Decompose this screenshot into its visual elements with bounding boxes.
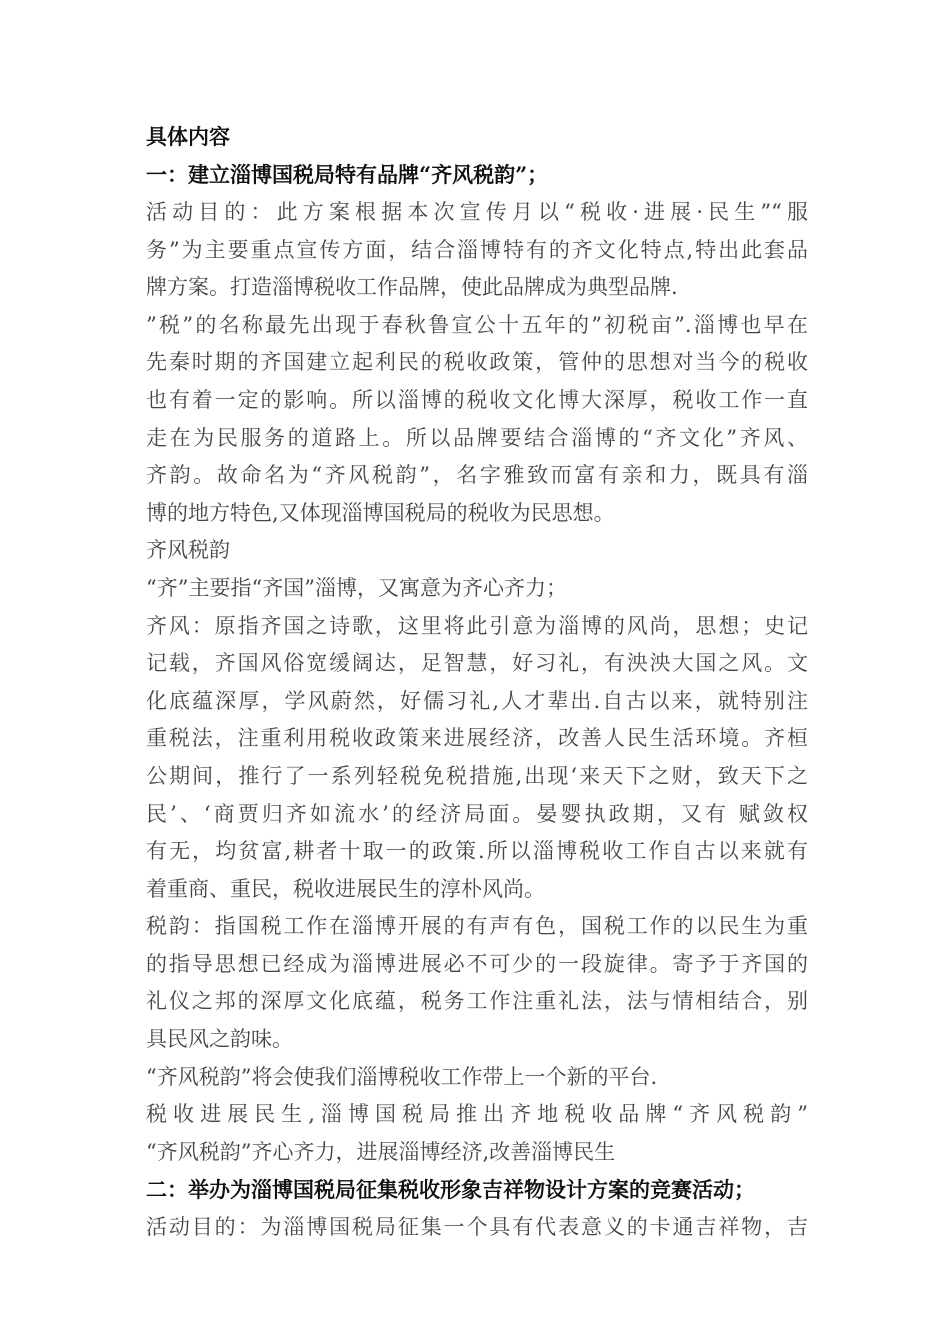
paragraph-line: 博的地方特色,又体现淄博国税局的税收为民思想。 (146, 500, 615, 525)
qi-meaning-line: “齐”主要指“齐国”淄博，又寓意为齐心齐力； (146, 575, 567, 600)
paragraph-line: 具民风之韵味。 (146, 1027, 293, 1052)
section-1-heading: 一：建立淄博国税局特有品牌“齐风税韵”； (146, 162, 549, 187)
document-title: 具体内容 (146, 124, 230, 149)
paragraph-line: 活动目的：此方案根据本次宣传月以“税收·进展·民生”“服 (146, 200, 808, 224)
shuiyun-paragraph (146, 908, 808, 1058)
paragraph-line: 务”为主要重点宣传方面，结合淄博特有的齐文化特点,特出此套品 (146, 237, 808, 262)
paragraph-line: 也有着一定的影响。所以淄博的税收文化博大深厚，税收工作一直 (146, 387, 808, 412)
section-2-purpose-line: 活动目的：为淄博国税局征集一个具有代表意义的卡通吉祥物，吉 (146, 1215, 808, 1240)
paragraph-line: 税韵：指国税工作在淄博开展的有声有色，国税工作的以民生为重 (146, 914, 808, 939)
brand-name-line: 齐风税韵 (146, 538, 230, 563)
slogan-line-2: “齐风税韵”齐心齐力，进展淄博经济,改善淄博民生 (146, 1139, 616, 1164)
paragraph-line: 礼仪之邦的深厚文化底蕴，税务工作注重礼法，法与情相结合，别 (146, 989, 808, 1014)
qifeng-paragraph (146, 608, 808, 909)
paragraph-line: 重税法，注重利用税收政策来进展经济，改善人民生活环境。齐桓 (146, 726, 808, 751)
paragraph-line: 化底蕴深厚，学风蔚然，好儒习礼,人才辈出.自古以来，就特别注 (146, 688, 808, 713)
paragraph-line: 齐韵。故命名为“齐风税韵”，名字雅致而富有亲和力，既具有淄 (146, 463, 808, 488)
section-1-purpose-paragraph (146, 194, 808, 307)
paragraph-line: 先秦时期的齐国建立起利民的税收政策，管仲的思想对当今的税收 (146, 350, 808, 375)
paragraph-line: 民’、‘商贾归齐如流水’的经济局面。晏婴执政期，又有 赋敛权 (146, 801, 808, 826)
section-2-heading: 二：举办为淄博国税局征集税收形象吉祥物设计方案的竞赛活动； (146, 1177, 755, 1203)
document-body (146, 118, 808, 1247)
section-1-origin-paragraph (146, 307, 808, 533)
paragraph-line: ”税”的名称最先出现于春秋鲁宣公十五年的”初税亩”.淄博也早在 (146, 312, 808, 337)
slogan-line-1: 税收进展民生,淄博国税局推出齐地税收品牌“齐风税韵” (146, 1102, 808, 1127)
paragraph-line: 着重商、重民，税收进展民生的淳朴风尚。 (146, 876, 545, 901)
platform-line: “齐风税韵”将会使我们淄博税收工作带上一个新的平台. (146, 1064, 658, 1089)
paragraph-line: 公期间，推行了一系列轻税免税措施,出现‘来天下之财，致天下之 (146, 763, 808, 788)
paragraph-line: 牌方案。打造淄博税收工作品牌，使此品牌成为典型品牌. (146, 275, 678, 300)
paragraph-line: 走在为民服务的道路上。所以品牌要结合淄博的“齐文化”齐风、 (146, 425, 808, 450)
paragraph-line: 齐风：原指齐国之诗歌，这里将此引意为淄博的风尚，思想；史记 (146, 613, 808, 638)
paragraph-line: 有无，均贫富,耕者十取一的政策.所以淄博税收工作自古以来就有 (146, 839, 808, 864)
paragraph-line: 记载，齐国风俗宽缓阔达，足智慧，好习礼，有泱泱大国之风。文 (146, 651, 808, 676)
paragraph-line: 的指导思想已经成为淄博进展必不可少的一段旋律。寄予于齐国的 (146, 951, 808, 976)
